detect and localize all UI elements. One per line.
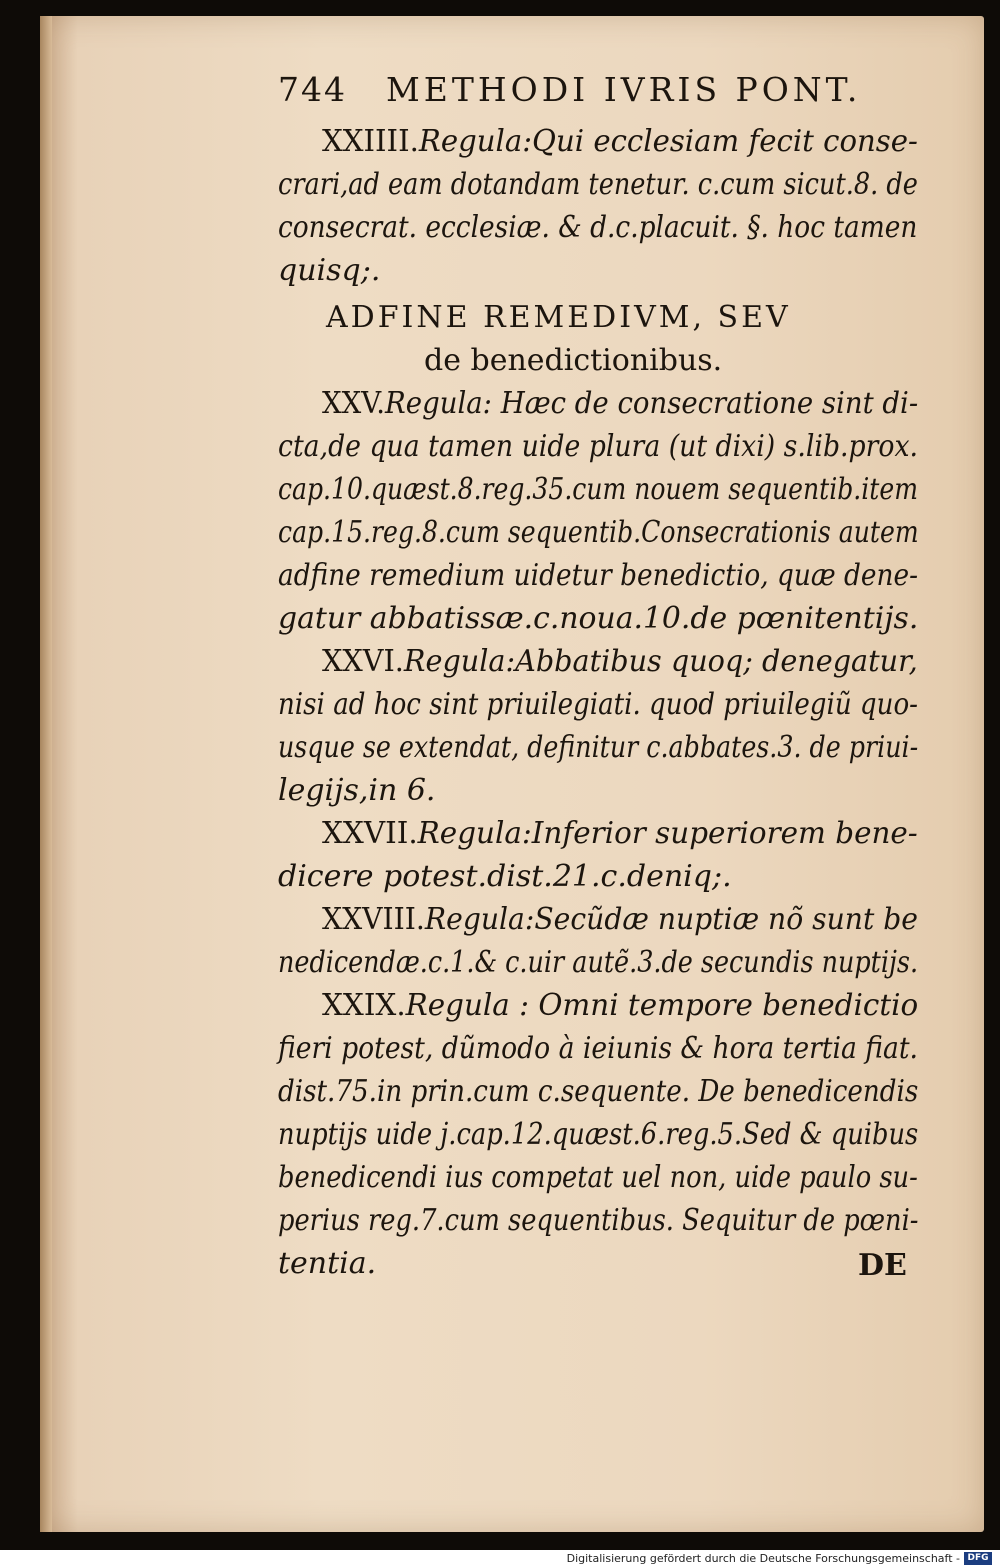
text-line [278,1072,918,1112]
line-text: Regula:Inferior superiorem bene- [417,816,918,851]
text-line [278,1158,918,1198]
line-text: nedicendæ.c.1.& c.uir autẽ.3.de secundis nuptijs. [278,945,919,980]
text-line [278,513,919,553]
text-line [278,1244,376,1284]
text-line [322,900,918,940]
dfg-logo-icon: DFG [964,1552,992,1565]
text-line [278,771,435,811]
line-text: fieri potest, dũmodo à ieiunis & hora tertia fiat. [278,1031,918,1066]
text-line [278,685,918,725]
page-number: 744 [278,70,347,109]
line-text: Regula:Abbatibus quoq; denegatur, [403,644,918,679]
rule-number: XXVI. [322,644,404,679]
text-line [278,165,918,205]
text-line [278,208,917,248]
page-header [278,70,878,120]
text-line [278,728,918,768]
text-line [278,1201,918,1241]
text-line [278,599,918,639]
text-line [322,814,918,854]
line-text: benedicendi ius competat uel non, uide paulo su- [278,1160,918,1195]
line-text: Regula:Qui ecclesiam fecit conse- [418,124,918,159]
line-text: cap.10.quæst.8.reg.35.cum nouem sequentib.item [278,472,919,507]
line-text: crari,ad eam dotandam tenetur. c.cum sicut.8. de [278,167,918,202]
line-text: quisq;. [278,253,381,288]
text-line [278,251,380,291]
text-line [278,857,732,897]
section-subheading: de benedictionibus. [424,343,723,378]
text-line [278,1115,918,1155]
line-text: adfine remedium uidetur benedictio, quæ dene- [278,558,918,593]
text-line [322,642,918,682]
text-line [278,1029,918,1069]
text-line [278,427,918,467]
line-text: cap.15.reg.8.cum sequentib.Consecrationis autem [278,515,919,550]
running-head: METHODI IVRIS PONT. [386,70,862,109]
line-text: dist.75.in prin.cum c.sequente. De benedicendis [278,1074,919,1109]
page-gutter-edge [40,16,52,1532]
line-text: nuptijs uide j.cap.12.quæst.6.reg.5.Sed & quibus [278,1117,919,1152]
text-line [322,384,918,424]
line-text: Regula:Secũdæ nuptiæ nõ sunt be [424,902,918,937]
line-text: dicere potest.dist.21.c.deniq;. [278,859,732,894]
line-text: usque se extendat, definitur c.abbates.3. de priui- [278,730,919,765]
text-line [322,986,918,1026]
line-text: cta,de qua tamen uide plura (ut dixi) s.lib.prox. [278,429,919,464]
section-heading: ADFINE REMEDIVM, SEV [326,300,791,335]
line-text: gatur abbatissæ.c.noua.10.de pœnitentijs. [278,601,919,636]
text-line [278,470,918,510]
rule-number: XXV. [322,386,386,421]
footer-credit: Digitalisierung gefördert durch die Deutsche Forschungsgemeinschaft - [566,1552,960,1565]
line-text: legijs,in 6. [278,773,436,808]
line-text: Regula : Omni tempore benedictio [405,988,919,1023]
rule-number: XXVII. [322,816,418,851]
line-text: perius reg.7.cum sequentibus. Sequitur de pœni- [278,1203,919,1238]
rule-number: XXVIII. [322,902,425,937]
rule-number: XXIX. [322,988,406,1023]
text-line [278,943,918,983]
rule-number: XXIIII. [322,124,419,159]
text-line [278,556,918,596]
line-text: tentia. [278,1246,377,1281]
catchword: DE [858,1248,907,1283]
line-text: consecrat. ecclesiæ. & d.c.placuit. §. hoc tamen [278,210,918,245]
line-text: Regula: Hæc de consecratione sint di- [385,386,919,421]
text-line [322,122,918,162]
line-text: nisi ad hoc sint priuilegiati. quod priuilegiũ quo- [278,687,918,722]
